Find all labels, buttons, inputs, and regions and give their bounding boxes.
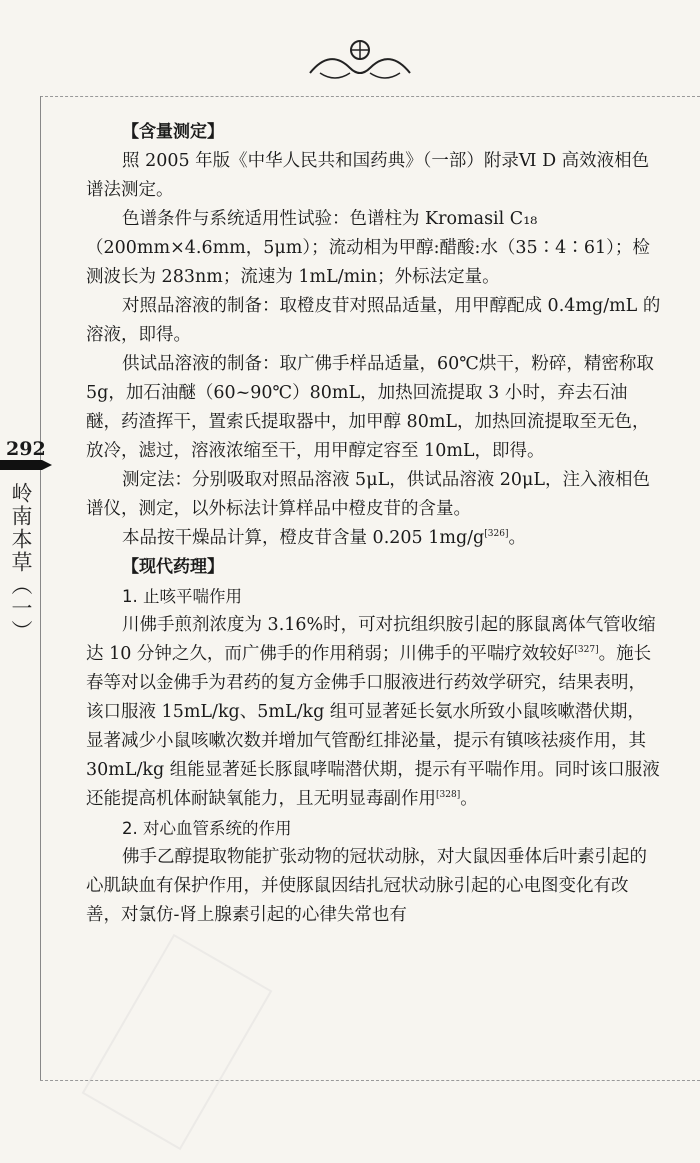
text: 川佛手煎剂浓度为 3.16%时，可对抗组织胺引起的豚鼠离体气管收缩达 10 分钟之久，而广佛手的作用稍弱；川佛手的平喘疗效较好 [86, 615, 656, 664]
section-heading-pharmacology: 【现代药理】 [122, 557, 224, 577]
subheading: 2. 对心血管系统的作用 [122, 819, 292, 838]
ornament-icon [300, 28, 420, 88]
paragraph [86, 524, 661, 553]
paragraph: 色谱条件与系统适用性试验：色谱柱为 Kromasil C₁₈（200mm×4.6mm，5μm）；流动相为甲醇:醋酸:水（35∶4∶61）；检测波长为 283nm；流速为 1mL/min；外标法定量。 [86, 209, 650, 287]
margin-rule [40, 96, 41, 1081]
text: 。施长春等对以金佛手为君药的复方金佛手口服液进行药效学研究，结果表明，该口服液 15mL/kg、5mL/kg 组可显著延长氨水所致小鼠咳嗽潜伏期，显著减少小鼠咳嗽次数并增加气管酚红排泌量，提示有镇咳祛痰作用，其 30mL/kg 组能显著延长豚鼠哮喘潜伏期，提示有平喘作用。同时该口服液还能提高机体耐缺氧能力，且无明显毒副作用 [86, 644, 660, 809]
page-number: 292 [6, 438, 46, 460]
paragraph: 对照品溶液的制备：取橙皮苷对照品适量，用甲醇配成 0.4mg/mL 的溶液，即得。 [86, 296, 661, 345]
text: 本品按干燥品计算，橙皮苷含量 0.205 1mg/g [122, 528, 485, 548]
section-heading-assay: 【含量测定】 [122, 122, 224, 142]
top-rule [40, 96, 700, 97]
page-tab-marker [0, 460, 42, 470]
paragraph: 供试品溶液的制备：取广佛手样品适量，60℃烘干，粉碎，精密称取 5g，加石油醚（60~90℃）80mL，加热回流提取 3 小时，弃去石油醚，药渣挥干，置索氏提取器中，加甲醇 80mL，加热回流提取至无色，放冷，滤过，溶液浓缩至干，用甲醇定容至 10mL，即得。 [86, 354, 654, 461]
paragraph: 佛手乙醇提取物能扩张动物的冠状动脉，对大鼠因垂体后叶素引起的心肌缺血有保护作用，并使豚鼠因结扎冠状动脉引起的心电图变化有改善，对氯仿-肾上腺素引起的心律失常也有 [86, 847, 647, 925]
running-head: 岭南本草（一） [9, 482, 33, 643]
reference-mark: [327] [574, 645, 599, 656]
text: 。 [508, 528, 526, 548]
body-text [86, 118, 661, 930]
paragraph: 照 2005 年版《中华人民共和国药典》（一部）附录Ⅵ D 高效液相色谱法测定。 [86, 151, 650, 200]
reference-mark: [328] [436, 790, 461, 801]
subheading: 1. 止咳平喘作用 [122, 587, 242, 606]
text: 。 [460, 789, 478, 809]
watermark [82, 934, 273, 1150]
paragraph [86, 611, 661, 814]
reference-mark: [326] [484, 529, 509, 540]
paragraph: 测定法：分别吸取对照品溶液 5μL，供试品溶液 20μL，注入液相色谱仪，测定，以外标法计算样品中橙皮苷的含量。 [86, 470, 651, 519]
